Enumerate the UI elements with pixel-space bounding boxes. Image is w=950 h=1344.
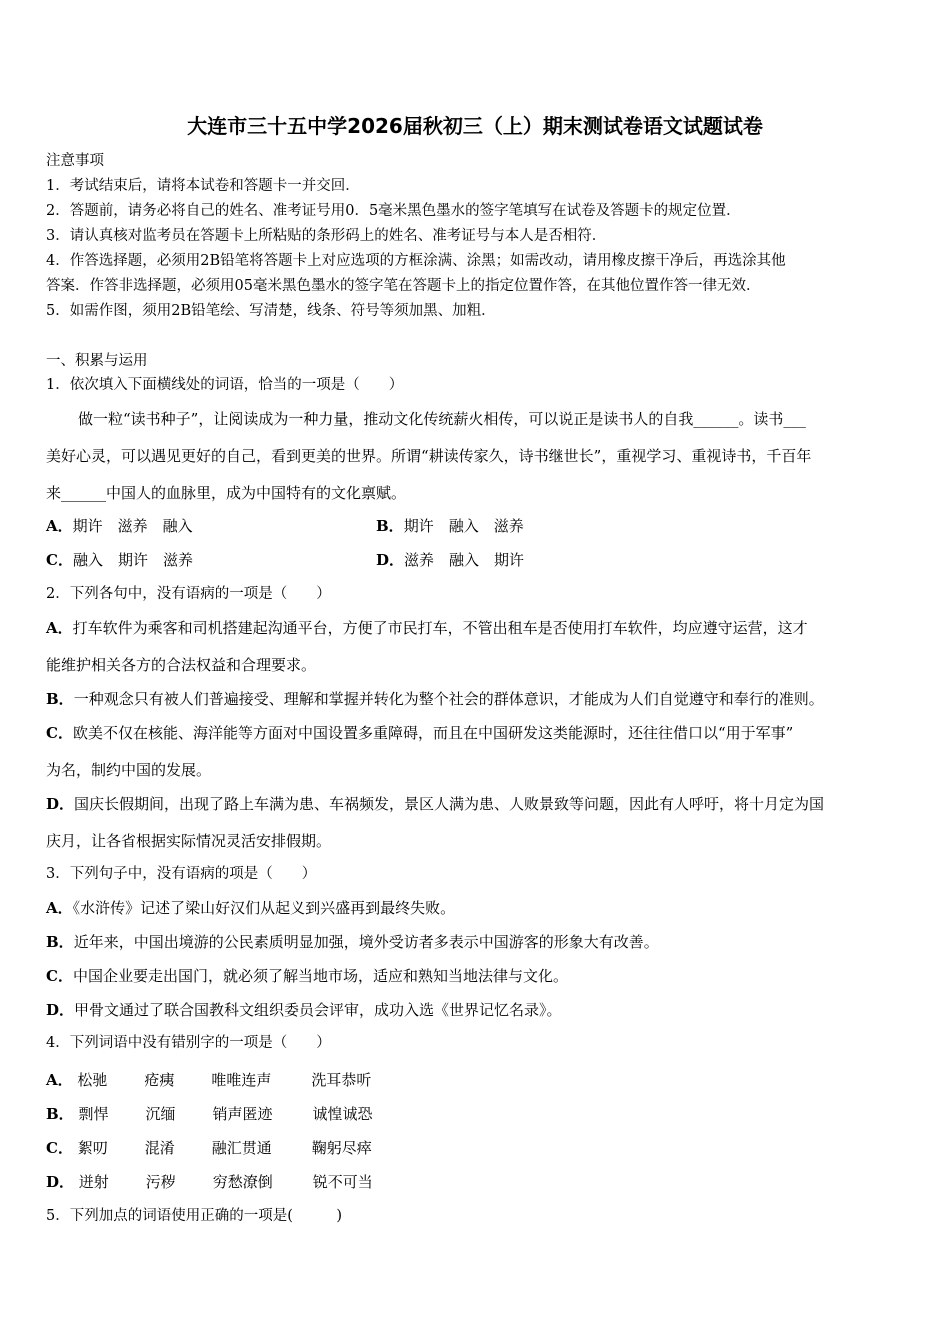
option-text: 打车软件为乘客和司机搭建起沟通平台，方便了市民打车，不管出租车是否使用打车软件，均应遵守运营，这才 bbox=[72, 619, 808, 637]
option-text: 甲骨文通过了联合国教科文组织委员会评审，成功入选《世界记忆名录》。 bbox=[74, 1001, 562, 1019]
option-label: C． bbox=[46, 724, 73, 742]
option-label: A． bbox=[46, 1071, 73, 1089]
passage-line: 来______中国人的血脉里，成为中国特有的文化禀赋。 bbox=[46, 484, 407, 502]
question-5 bbox=[46, 1206, 342, 1226]
option-word: 迸射 bbox=[78, 1173, 109, 1191]
passage-line: 美好心灵，可以遇见更好的自己，看到更美的世界。所谓“耕读传家久，诗书继世长”，重视学习、重视诗书，千百年 bbox=[46, 447, 812, 465]
option-text: 近年来，中国出境游的公民素质明显加强，境外受访者多表示中国游客的形象大有改善。 bbox=[73, 933, 659, 951]
notice-heading: 注意事项 bbox=[46, 153, 104, 169]
option-text: 滋养 融入 期许 bbox=[404, 551, 525, 569]
option-continuation: 庆月，让各省根据实际情况灵活安排假期。 bbox=[46, 832, 332, 850]
option-text: 一种观念只有被人们普遍接受、理解和掌握并转化为整个社会的群体意识，才能成为人们自觉遵守和奉行的准则。 bbox=[73, 690, 824, 708]
option-b bbox=[46, 689, 824, 709]
question-stem: 下列各句中，没有语病的一项是（ ） bbox=[69, 586, 331, 602]
option-b bbox=[46, 932, 659, 952]
option-d bbox=[46, 1000, 562, 1020]
notice-item: 答案．作答非选择题，必须用05毫米黑色墨水的签字笔在答题卡上的指定位置作答，在其他位置作答一律无效． bbox=[46, 278, 761, 294]
option-label: D． bbox=[46, 1001, 75, 1019]
option-label: A． bbox=[46, 517, 73, 535]
option-word: 锐不可当 bbox=[312, 1173, 373, 1191]
question-number: 1． bbox=[46, 377, 70, 393]
question-number: 3． bbox=[46, 866, 70, 882]
option-word: 融汇贯通 bbox=[211, 1139, 272, 1157]
option-text: 国庆长假期间，出现了路上车满为患、车祸频发，景区人满为患、人败景致等问题，因此有人呼吁，将十月定为国 bbox=[74, 795, 825, 813]
option-d bbox=[376, 550, 524, 570]
option-label: D． bbox=[46, 795, 75, 813]
option-b bbox=[376, 516, 524, 536]
option-continuation: 为名，制约中国的发展。 bbox=[46, 761, 212, 779]
option-word: 混淆 bbox=[144, 1139, 175, 1157]
option-word: 诚惶诚恐 bbox=[312, 1105, 373, 1123]
question-number: 5． bbox=[46, 1208, 70, 1224]
option-text: 期许 融入 滋养 bbox=[403, 517, 524, 535]
option-a bbox=[46, 1070, 371, 1090]
question-number: 2． bbox=[46, 586, 70, 602]
notice-item: 1．考试结束后，请将本试卷和答题卡一并交回． bbox=[46, 178, 360, 194]
option-d bbox=[46, 794, 824, 814]
option-label: C． bbox=[46, 967, 73, 985]
option-word: 唯唯连声 bbox=[211, 1071, 272, 1089]
question-number: 4． bbox=[46, 1035, 70, 1051]
section-heading: 一、积累与运用 bbox=[46, 353, 148, 369]
option-text: 中国企业要走出国门，就必须了解当地市场，适应和熟知当地法律与文化。 bbox=[72, 967, 568, 985]
option-word: 洗耳恭听 bbox=[311, 1071, 372, 1089]
question-4 bbox=[46, 1033, 331, 1053]
option-word: 鞠躬尽瘁 bbox=[311, 1139, 372, 1157]
notice-item: 4．作答选择题，必须用2B铅笔将答题卡上对应选项的方框涂满、涂黑；如需改动，请用橡皮擦干净后，再选涂其他 bbox=[46, 253, 786, 269]
notice-item: 3．请认真核对监考员在答题卡上所粘贴的条形码上的姓名、准考证号与本人是否相符． bbox=[46, 228, 607, 244]
option-word: 松驰 bbox=[77, 1071, 108, 1089]
option-c bbox=[46, 723, 793, 743]
passage-line: 做一粒“读书种子”，让阅读成为一种力量，推动文化传统薪火相传，可以说正是读书人的自我______。读书___ bbox=[78, 410, 806, 428]
notice-item: 2．答题前，请务必将自己的姓名、准考证号用0．5毫米黑色墨水的签字笔填写在试卷及答题卡的规定位置． bbox=[46, 203, 741, 219]
option-label: A． bbox=[46, 899, 73, 917]
option-label: C． bbox=[46, 1139, 73, 1157]
page-title: 大连市三十五中学2026届秋初三（上）期末测试卷语文试题试卷 bbox=[187, 114, 763, 138]
question-3 bbox=[46, 864, 316, 884]
option-word: 穷愁潦倒 bbox=[212, 1173, 273, 1191]
option-c bbox=[46, 1138, 372, 1158]
option-word: 销声匿迹 bbox=[212, 1105, 273, 1123]
notice-item: 5．如需作图，须用2B铅笔绘、写清楚，线条、符号等须加黑、加粗． bbox=[46, 303, 496, 319]
option-word: 疮痍 bbox=[144, 1071, 175, 1089]
option-label: B． bbox=[376, 517, 404, 535]
option-text: 期许 滋养 融入 bbox=[72, 517, 193, 535]
question-stem: 下列加点的词语使用正确的一项是( ) bbox=[69, 1208, 343, 1224]
option-label: B． bbox=[46, 1105, 74, 1123]
option-c bbox=[46, 966, 568, 986]
question-stem: 下列词语中没有错别字的一项是（ ） bbox=[69, 1035, 331, 1051]
option-word: 污秽 bbox=[145, 1173, 176, 1191]
option-word: 沉缅 bbox=[145, 1105, 176, 1123]
option-continuation: 能维护相关各方的合法权益和合理要求。 bbox=[46, 656, 317, 674]
option-a bbox=[46, 516, 193, 536]
option-label: B． bbox=[46, 933, 74, 951]
option-b bbox=[46, 1104, 372, 1124]
option-label: C． bbox=[46, 551, 73, 569]
option-d bbox=[46, 1172, 373, 1192]
option-label: D． bbox=[46, 1173, 75, 1191]
option-a bbox=[46, 898, 455, 918]
option-word: 絮叨 bbox=[77, 1139, 108, 1157]
option-c bbox=[46, 550, 193, 570]
option-text: 融入 期许 滋养 bbox=[72, 551, 193, 569]
option-a bbox=[46, 618, 808, 638]
option-text: 欧美不仅在核能、海洋能等方面对中国设置多重障碍，而且在中国研发这类能源时，还往往借口以“用于军事” bbox=[72, 724, 794, 742]
question-2 bbox=[46, 584, 331, 604]
option-word: 剽悍 bbox=[78, 1105, 109, 1123]
option-text: 《水浒传》记述了梁山好汉们从起义到兴盛再到最终失败。 bbox=[72, 899, 456, 917]
option-label: D． bbox=[376, 551, 405, 569]
question-1 bbox=[46, 375, 403, 395]
option-label: A． bbox=[46, 619, 73, 637]
question-stem: 下列句子中，没有语病的项是（ ） bbox=[69, 866, 317, 882]
question-stem: 依次填入下面横线处的词语，恰当的一项是（ ） bbox=[69, 377, 404, 393]
option-label: B． bbox=[46, 690, 74, 708]
